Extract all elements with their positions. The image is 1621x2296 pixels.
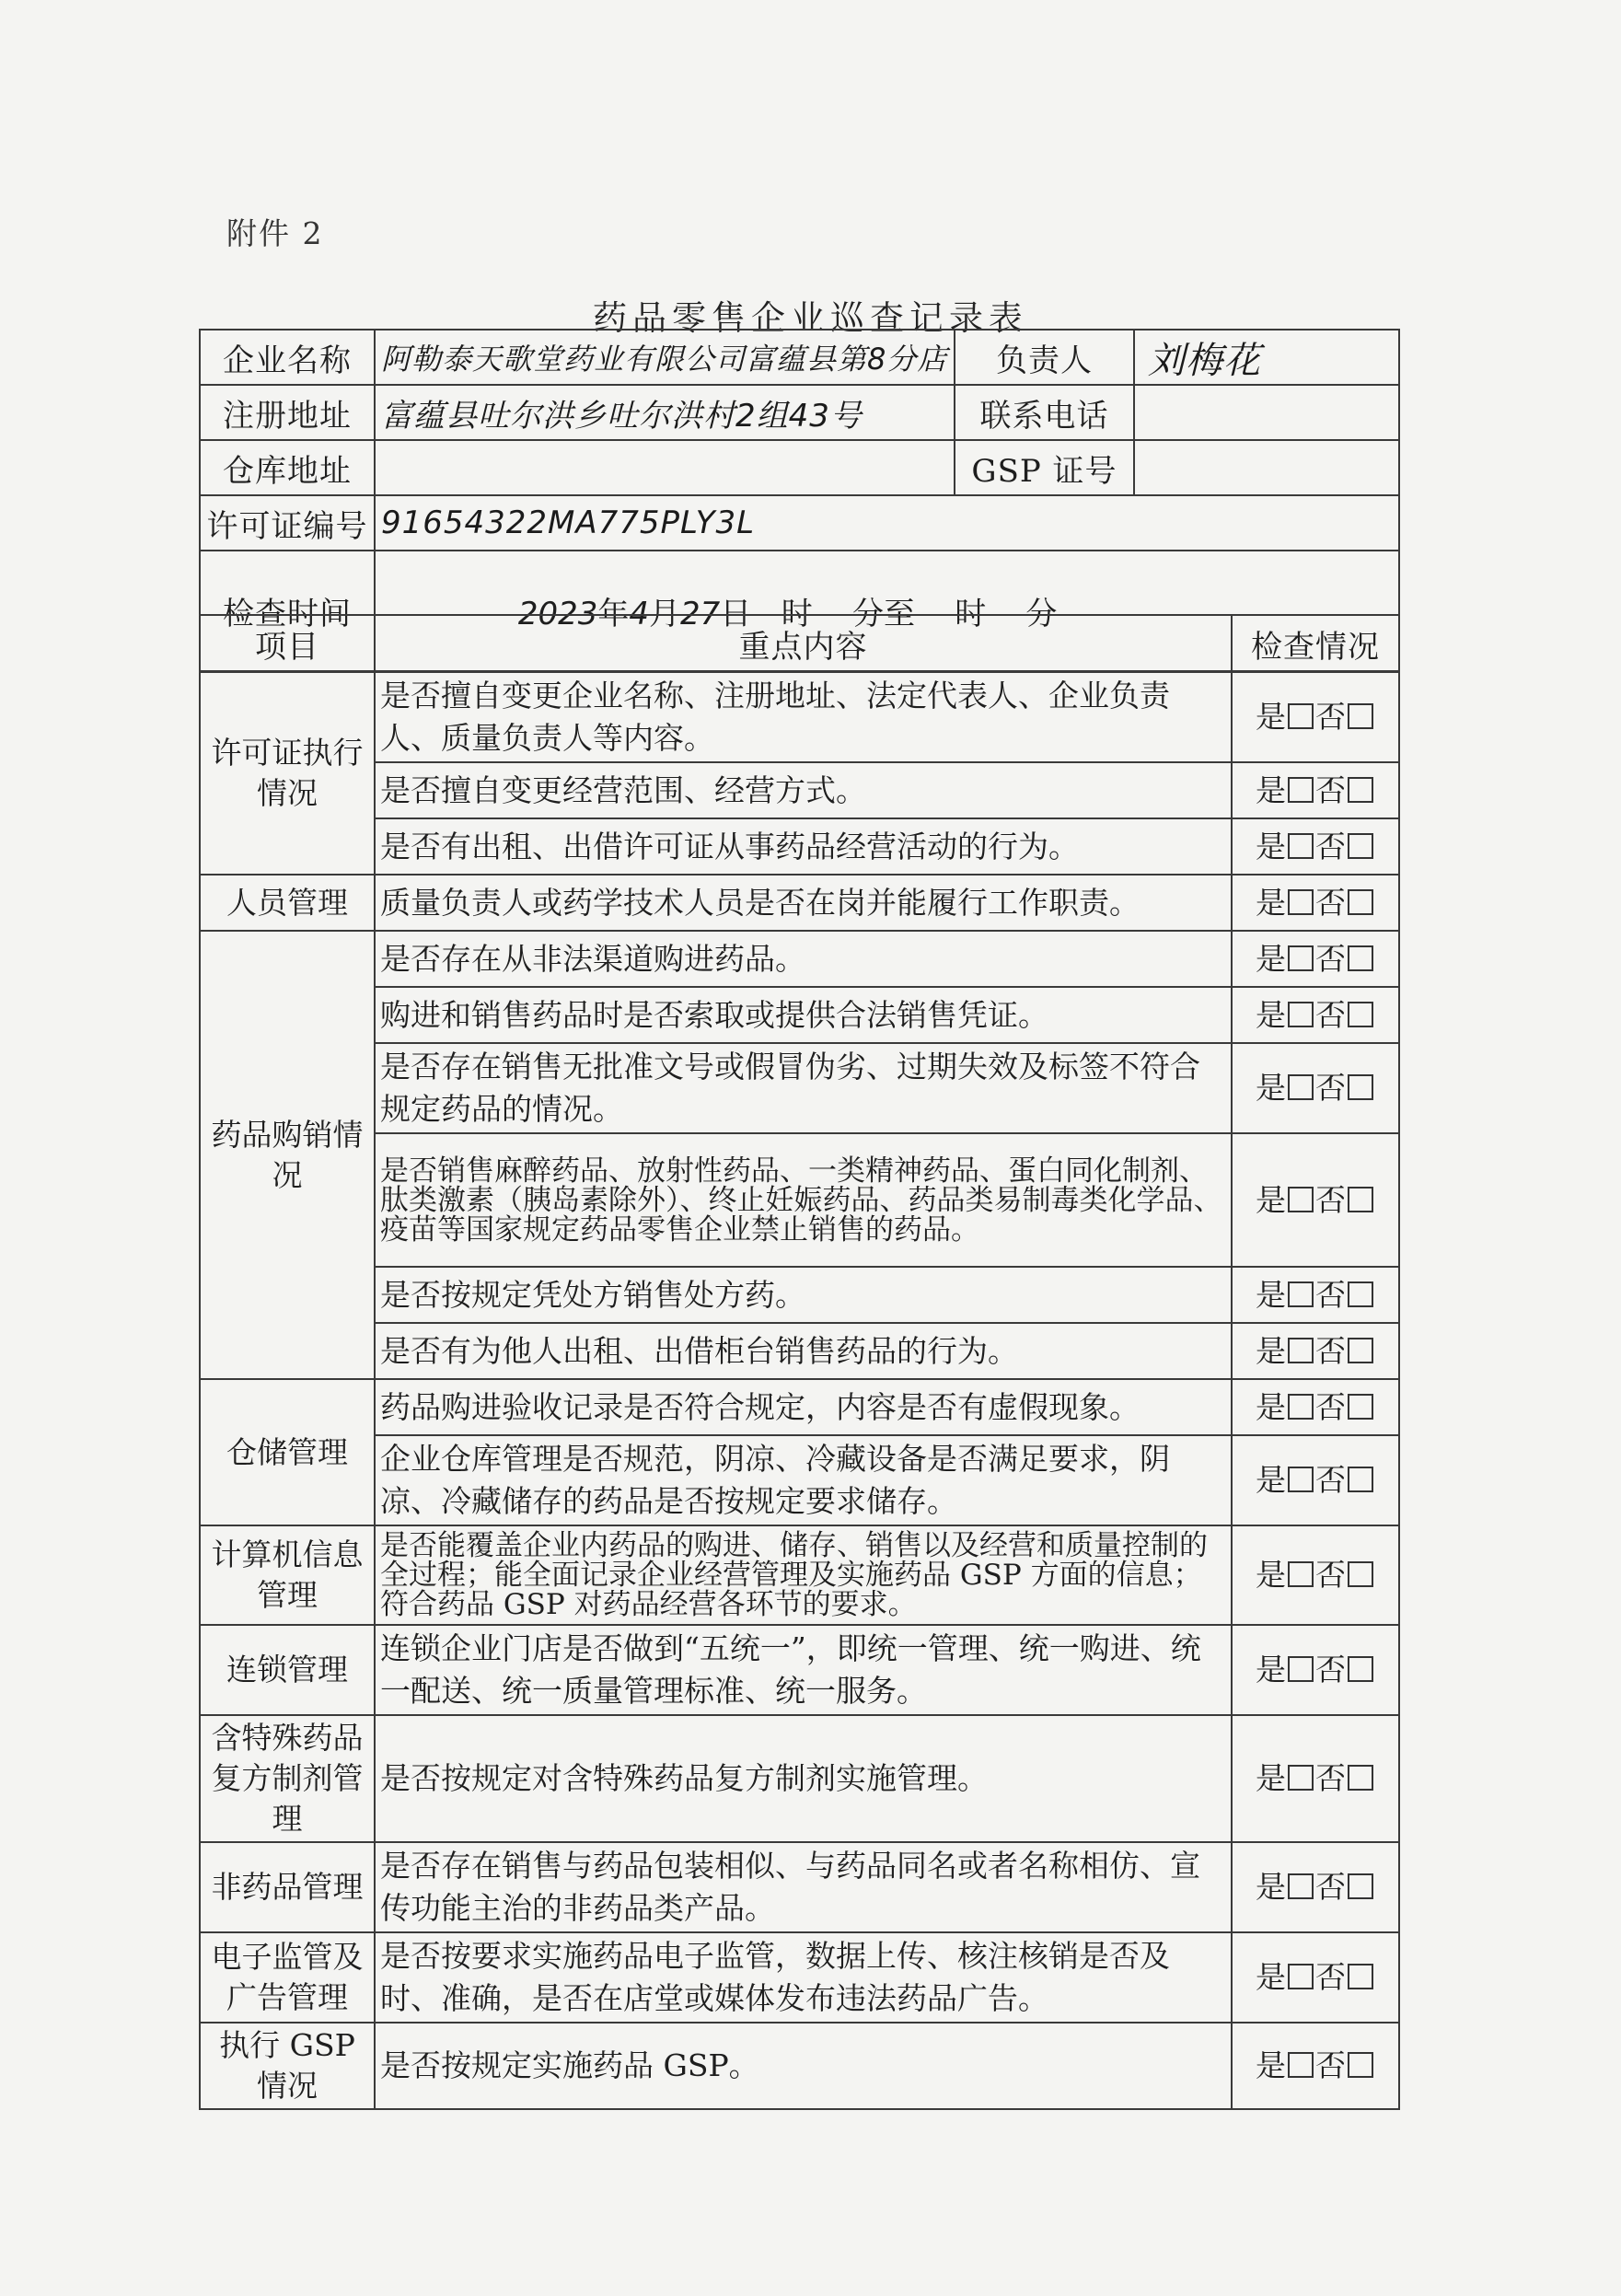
table-row bbox=[200, 818, 1399, 875]
result-cell: 是 否 bbox=[1232, 1932, 1399, 2023]
table-row bbox=[200, 1323, 1399, 1379]
date-day-unit: 日 bbox=[720, 596, 752, 632]
result-cell: 是 否 bbox=[1232, 1379, 1399, 1435]
no-checkbox[interactable] bbox=[1348, 1873, 1373, 1899]
table-row bbox=[200, 1525, 1399, 1625]
col-content-header: 重点内容 bbox=[375, 615, 1232, 672]
date-month-unit: 月 bbox=[649, 596, 681, 632]
row-content: 是否存在销售与药品包装相似、与药品同名或者名称相仿、宣传功能主治的非药品类产品。 bbox=[375, 1842, 1232, 1932]
category-nondrug: 非药品管理 bbox=[200, 1842, 375, 1932]
manager-label: 负责人 bbox=[955, 330, 1134, 385]
date-year-unit: 年 bbox=[597, 596, 630, 632]
yes-checkbox[interactable] bbox=[1288, 1394, 1314, 1420]
table-row bbox=[200, 762, 1399, 818]
category-personnel: 人员管理 bbox=[200, 875, 375, 931]
table-row bbox=[200, 1932, 1399, 2023]
no-checkbox[interactable] bbox=[1348, 833, 1373, 859]
row-content: 是否按规定凭处方销售处方药。 bbox=[375, 1267, 1232, 1323]
no-checkbox[interactable] bbox=[1348, 1656, 1373, 1682]
table-row bbox=[200, 1379, 1399, 1435]
header-row-company bbox=[200, 330, 1399, 385]
table-row bbox=[200, 1715, 1399, 1842]
table-row bbox=[200, 875, 1399, 931]
yes-checkbox[interactable] bbox=[1288, 2052, 1314, 2078]
time-label: 检查时间 bbox=[200, 551, 375, 671]
yes-checkbox[interactable] bbox=[1288, 777, 1314, 803]
row-content: 是否擅自变更经营范围、经营方式。 bbox=[375, 762, 1232, 818]
result-cell: 是 否 bbox=[1232, 875, 1399, 931]
yes-checkbox[interactable] bbox=[1288, 1338, 1314, 1363]
no-checkbox[interactable] bbox=[1348, 1338, 1373, 1363]
category-storage: 仓储管理 bbox=[200, 1379, 375, 1525]
yes-checkbox[interactable] bbox=[1288, 1074, 1314, 1100]
result-cell: 是 否 bbox=[1232, 1043, 1399, 1133]
no-checkbox[interactable] bbox=[1348, 1187, 1373, 1212]
phone-label: 联系电话 bbox=[955, 385, 1134, 440]
no-checkbox[interactable] bbox=[1348, 1002, 1373, 1027]
yes-checkbox[interactable] bbox=[1288, 945, 1314, 971]
table-row bbox=[200, 1043, 1399, 1133]
row-content: 购进和销售药品时是否索取或提供合法销售凭证。 bbox=[375, 987, 1232, 1043]
attachment-label: 附件 2 bbox=[226, 215, 324, 251]
result-cell: 是 否 bbox=[1232, 672, 1399, 762]
yes-checkbox[interactable] bbox=[1288, 1187, 1314, 1212]
warehouse-value bbox=[375, 440, 955, 495]
row-content: 是否按规定实施药品 GSP。 bbox=[375, 2023, 1232, 2109]
col-item-header: 项目 bbox=[200, 615, 375, 672]
result-cell: 是 否 bbox=[1232, 1715, 1399, 1842]
table-row bbox=[200, 1267, 1399, 1323]
result-cell: 是 否 bbox=[1232, 1323, 1399, 1379]
inspection-table bbox=[199, 614, 1400, 2110]
category-license: 许可证执行情况 bbox=[200, 672, 375, 875]
no-checkbox[interactable] bbox=[1348, 1281, 1373, 1307]
result-cell: 是 否 bbox=[1232, 1625, 1399, 1715]
gsp-label: GSP 证号 bbox=[955, 440, 1134, 495]
yes-checkbox[interactable] bbox=[1288, 1964, 1314, 1989]
category-purchase: 药品购销情况 bbox=[200, 931, 375, 1379]
row-content: 质量负责人或药学技术人员是否在岗并能履行工作职责。 bbox=[375, 875, 1232, 931]
yes-checkbox[interactable] bbox=[1288, 1656, 1314, 1682]
row-content: 药品购进验收记录是否符合规定，内容是否有虚假现象。 bbox=[375, 1379, 1232, 1435]
manager-value: 刘梅花 bbox=[1134, 330, 1399, 385]
time-rest: 时 分至 时 分 bbox=[781, 596, 1058, 632]
no-checkbox[interactable] bbox=[1348, 1394, 1373, 1420]
row-content: 是否存在销售无批准文号或假冒伪劣、过期失效及标签不符合规定药品的情况。 bbox=[375, 1043, 1232, 1133]
row-content: 是否按规定对含特殊药品复方制剂实施管理。 bbox=[375, 1715, 1232, 1842]
no-checkbox[interactable] bbox=[1348, 1561, 1373, 1587]
yes-checkbox[interactable] bbox=[1288, 1467, 1314, 1492]
reg-addr-label: 注册地址 bbox=[200, 385, 375, 440]
phone-value bbox=[1134, 385, 1399, 440]
table-row bbox=[200, 2023, 1399, 2109]
result-cell: 是 否 bbox=[1232, 762, 1399, 818]
document-title: 药品零售企业巡查记录表 bbox=[593, 298, 1028, 338]
table-row bbox=[200, 1842, 1399, 1932]
no-checkbox[interactable] bbox=[1348, 703, 1373, 729]
no-checkbox[interactable] bbox=[1348, 945, 1373, 971]
yes-checkbox[interactable] bbox=[1288, 833, 1314, 859]
category-esupervision: 电子监管及广告管理 bbox=[200, 1932, 375, 2023]
result-cell: 是 否 bbox=[1232, 1525, 1399, 1625]
table-header-row bbox=[200, 615, 1399, 672]
result-cell: 是 否 bbox=[1232, 2023, 1399, 2109]
header-row-warehouse bbox=[200, 440, 1399, 495]
result-cell: 是 否 bbox=[1232, 987, 1399, 1043]
category-chain: 连锁管理 bbox=[200, 1625, 375, 1715]
yes-checkbox[interactable] bbox=[1288, 889, 1314, 915]
company-label: 企业名称 bbox=[200, 330, 375, 385]
header-row-license bbox=[200, 495, 1399, 551]
yes-checkbox[interactable] bbox=[1288, 1561, 1314, 1587]
category-special: 含特殊药品复方制剂管理 bbox=[200, 1715, 375, 1842]
row-content: 企业仓库管理是否规范，阴凉、冷藏设备是否满足要求，阴凉、冷藏储存的药品是否按规定要求储存。 bbox=[375, 1435, 1232, 1525]
yes-checkbox[interactable] bbox=[1288, 703, 1314, 729]
table-row bbox=[200, 931, 1399, 987]
date-month: 4 bbox=[629, 596, 650, 632]
result-cell: 是 否 bbox=[1232, 818, 1399, 875]
result-cell: 是 否 bbox=[1232, 1435, 1399, 1525]
yes-checkbox[interactable] bbox=[1288, 1281, 1314, 1307]
no-checkbox[interactable] bbox=[1348, 1074, 1373, 1100]
no-checkbox[interactable] bbox=[1348, 1964, 1373, 1989]
result-cell: 是 否 bbox=[1232, 1133, 1399, 1267]
no-checkbox[interactable] bbox=[1348, 777, 1373, 803]
header-row-address bbox=[200, 385, 1399, 440]
gsp-value bbox=[1134, 440, 1399, 495]
row-content: 是否销售麻醉药品、放射性药品、一类精神药品、蛋白同化制剂、肽类激素（胰岛素除外）、终止妊娠药品、药品类易制毒类化学品、疫苗等国家规定药品零售企业禁止销售的药品。 bbox=[375, 1133, 1232, 1267]
result-cell: 是 否 bbox=[1232, 1267, 1399, 1323]
table-row bbox=[200, 987, 1399, 1043]
license-value: 91654322MA775PLY3L bbox=[375, 495, 1399, 551]
table-row bbox=[200, 1625, 1399, 1715]
yes-checkbox[interactable] bbox=[1288, 1002, 1314, 1027]
license-label: 许可证编号 bbox=[200, 495, 375, 551]
category-computer: 计算机信息管理 bbox=[200, 1525, 375, 1625]
row-content: 是否有为他人出租、出借柜台销售药品的行为。 bbox=[375, 1323, 1232, 1379]
no-checkbox[interactable] bbox=[1348, 2052, 1373, 2078]
row-content: 是否按要求实施药品电子监管，数据上传、核注核销是否及时、准确，是否在店堂或媒体发布违法药品广告。 bbox=[375, 1932, 1232, 2023]
yes-checkbox[interactable] bbox=[1288, 1873, 1314, 1899]
table-row bbox=[200, 1133, 1399, 1267]
row-content: 连锁企业门店是否做到“五统一”，即统一管理、统一购进、统一配送、统一质量管理标准、统一服务。 bbox=[375, 1625, 1232, 1715]
row-content: 是否存在从非法渠道购进药品。 bbox=[375, 931, 1232, 987]
row-content: 是否擅自变更企业名称、注册地址、法定代表人、企业负责人、质量负责人等内容。 bbox=[375, 672, 1232, 762]
yes-checkbox[interactable] bbox=[1288, 1765, 1314, 1791]
table-row bbox=[200, 1435, 1399, 1525]
company-value: 阿勒泰天歌堂药业有限公司富蕴县第8分店 bbox=[375, 330, 955, 385]
no-checkbox[interactable] bbox=[1348, 1467, 1373, 1492]
col-result-header: 检查情况 bbox=[1232, 615, 1399, 672]
result-cell: 是 否 bbox=[1232, 931, 1399, 987]
category-gsp: 执行 GSP 情况 bbox=[200, 2023, 375, 2109]
no-checkbox[interactable] bbox=[1348, 889, 1373, 915]
result-cell: 是 否 bbox=[1232, 1842, 1399, 1932]
reg-addr-value: 富蕴县吐尔洪乡吐尔洪村2组43号 bbox=[375, 385, 955, 440]
row-content: 是否有出租、出借许可证从事药品经营活动的行为。 bbox=[375, 818, 1232, 875]
warehouse-label: 仓库地址 bbox=[200, 440, 375, 495]
date-year: 2023 bbox=[517, 596, 598, 632]
table-row bbox=[200, 672, 1399, 762]
date-day: 27 bbox=[680, 596, 721, 632]
row-content: 是否能覆盖企业内药品的购进、储存、销售以及经营和质量控制的全过程；能全面记录企业经营管理及实施药品 GSP 方面的信息；符合药品 GSP 对药品经营各环节的要求。 bbox=[375, 1525, 1232, 1625]
no-checkbox[interactable] bbox=[1348, 1765, 1373, 1791]
